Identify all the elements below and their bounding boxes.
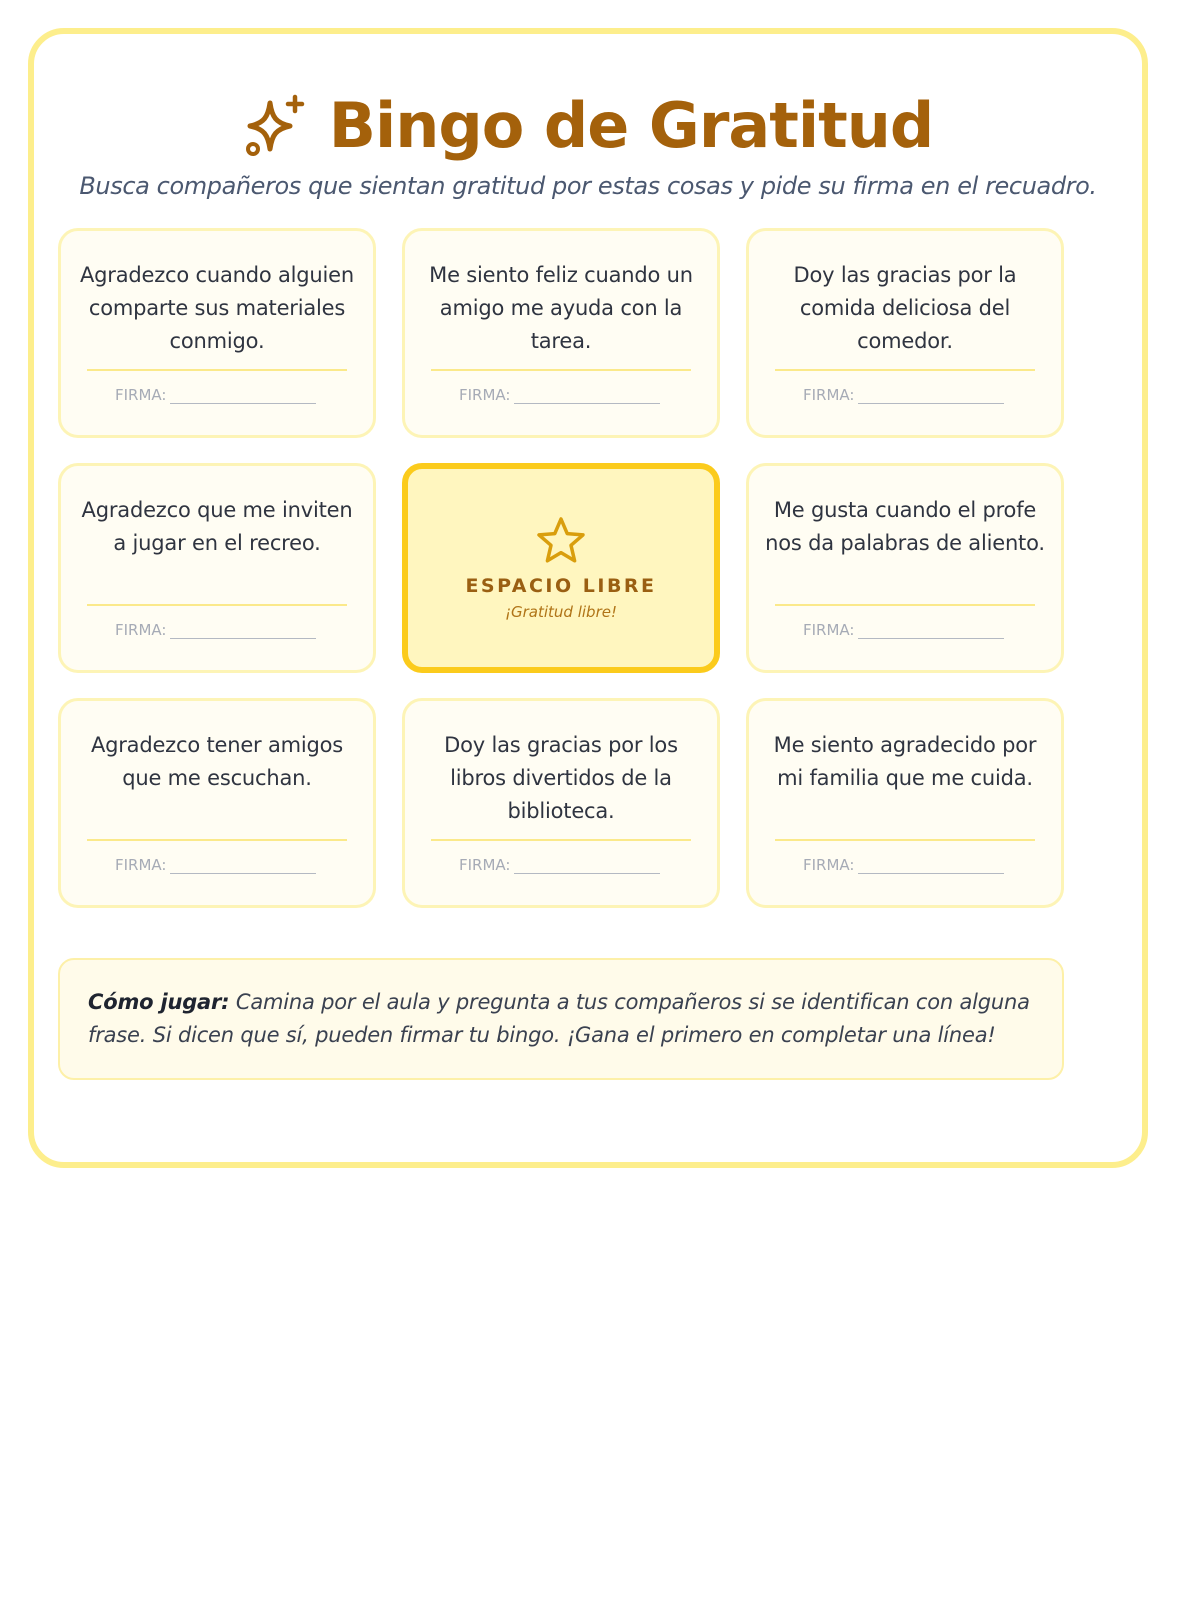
bingo-cell <box>402 698 720 908</box>
free-space-label: ESPACIO LIBRE <box>465 575 657 597</box>
how-to-play-box <box>58 958 1064 1080</box>
signature-label: FIRMA: <box>803 621 855 639</box>
signature-line <box>170 626 316 639</box>
bingo-grid <box>58 228 1064 908</box>
cell-divider <box>87 604 347 606</box>
signature-field[interactable] <box>459 856 660 874</box>
page-subtitle: Busca compañeros que sientan gratitud por estas cosas y pide su firma en el recuadro. <box>79 172 1097 200</box>
cell-text: Agradezco que me inviten a jugar en el recreo. <box>81 498 353 555</box>
how-to-play-label: Cómo jugar: <box>88 990 230 1014</box>
cell-divider <box>431 369 691 371</box>
signature-label: FIRMA: <box>803 856 855 874</box>
cell-text: Me siento feliz cuando un amigo me ayuda con la tarea. <box>429 263 693 353</box>
cell-text: Me gusta cuando el profe nos da palabras de aliento. <box>765 498 1045 555</box>
signature-line <box>170 861 316 874</box>
signature-line <box>858 626 1004 639</box>
signature-field[interactable] <box>803 386 1004 404</box>
signature-line <box>858 861 1004 874</box>
cell-text: Doy las gracias por la comida deliciosa del comedor. <box>793 263 1017 353</box>
cell-text: Agradezco cuando alguien comparte sus materiales conmigo. <box>79 263 355 353</box>
title-row <box>34 86 1142 166</box>
signature-line <box>514 861 660 874</box>
cell-divider <box>775 369 1035 371</box>
cell-text: Doy las gracias por los libros divertidos de la biblioteca. <box>444 733 678 823</box>
signature-label: FIRMA: <box>459 386 511 404</box>
signature-field[interactable] <box>803 856 1004 874</box>
signature-label: FIRMA: <box>115 386 167 404</box>
signature-field[interactable] <box>115 386 316 404</box>
cell-divider <box>431 839 691 841</box>
signature-field[interactable] <box>115 856 316 874</box>
cell-divider <box>775 604 1035 606</box>
signature-label: FIRMA: <box>803 386 855 404</box>
bingo-cell <box>58 228 376 438</box>
cell-divider <box>775 839 1035 841</box>
signature-field[interactable] <box>115 621 316 639</box>
bingo-cell <box>746 228 1064 438</box>
signature-field[interactable] <box>803 621 1004 639</box>
signature-field[interactable] <box>459 386 660 404</box>
signature-line <box>170 391 316 404</box>
sparkles-icon <box>243 93 309 159</box>
cell-text: Me siento agradecido por mi familia que me cuida. <box>773 733 1037 790</box>
page-title: Bingo de Gratitud <box>328 89 934 162</box>
signature-line <box>858 391 1004 404</box>
bingo-cell <box>746 698 1064 908</box>
signature-label: FIRMA: <box>459 856 511 874</box>
bingo-cell <box>58 698 376 908</box>
cell-text: Agradezco tener amigos que me escuchan. <box>90 733 344 790</box>
free-space-cell <box>402 463 720 673</box>
free-space-subtitle: ¡Gratitud libre! <box>505 603 617 621</box>
how-to-play-text: Camina por el aula y pregunta a tus compañeros si se identifican con alguna frase. Si dicen que sí, pueden firmar tu bingo. ¡Gana el primero en completar una línea! <box>88 990 1030 1047</box>
signature-label: FIRMA: <box>115 621 167 639</box>
bingo-cell <box>746 463 1064 673</box>
cell-divider <box>87 369 347 371</box>
bingo-cell <box>402 228 720 438</box>
signature-label: FIRMA: <box>115 856 167 874</box>
bingo-cell <box>58 463 376 673</box>
signature-line <box>514 391 660 404</box>
star-icon <box>535 515 587 567</box>
cell-divider <box>87 839 347 841</box>
